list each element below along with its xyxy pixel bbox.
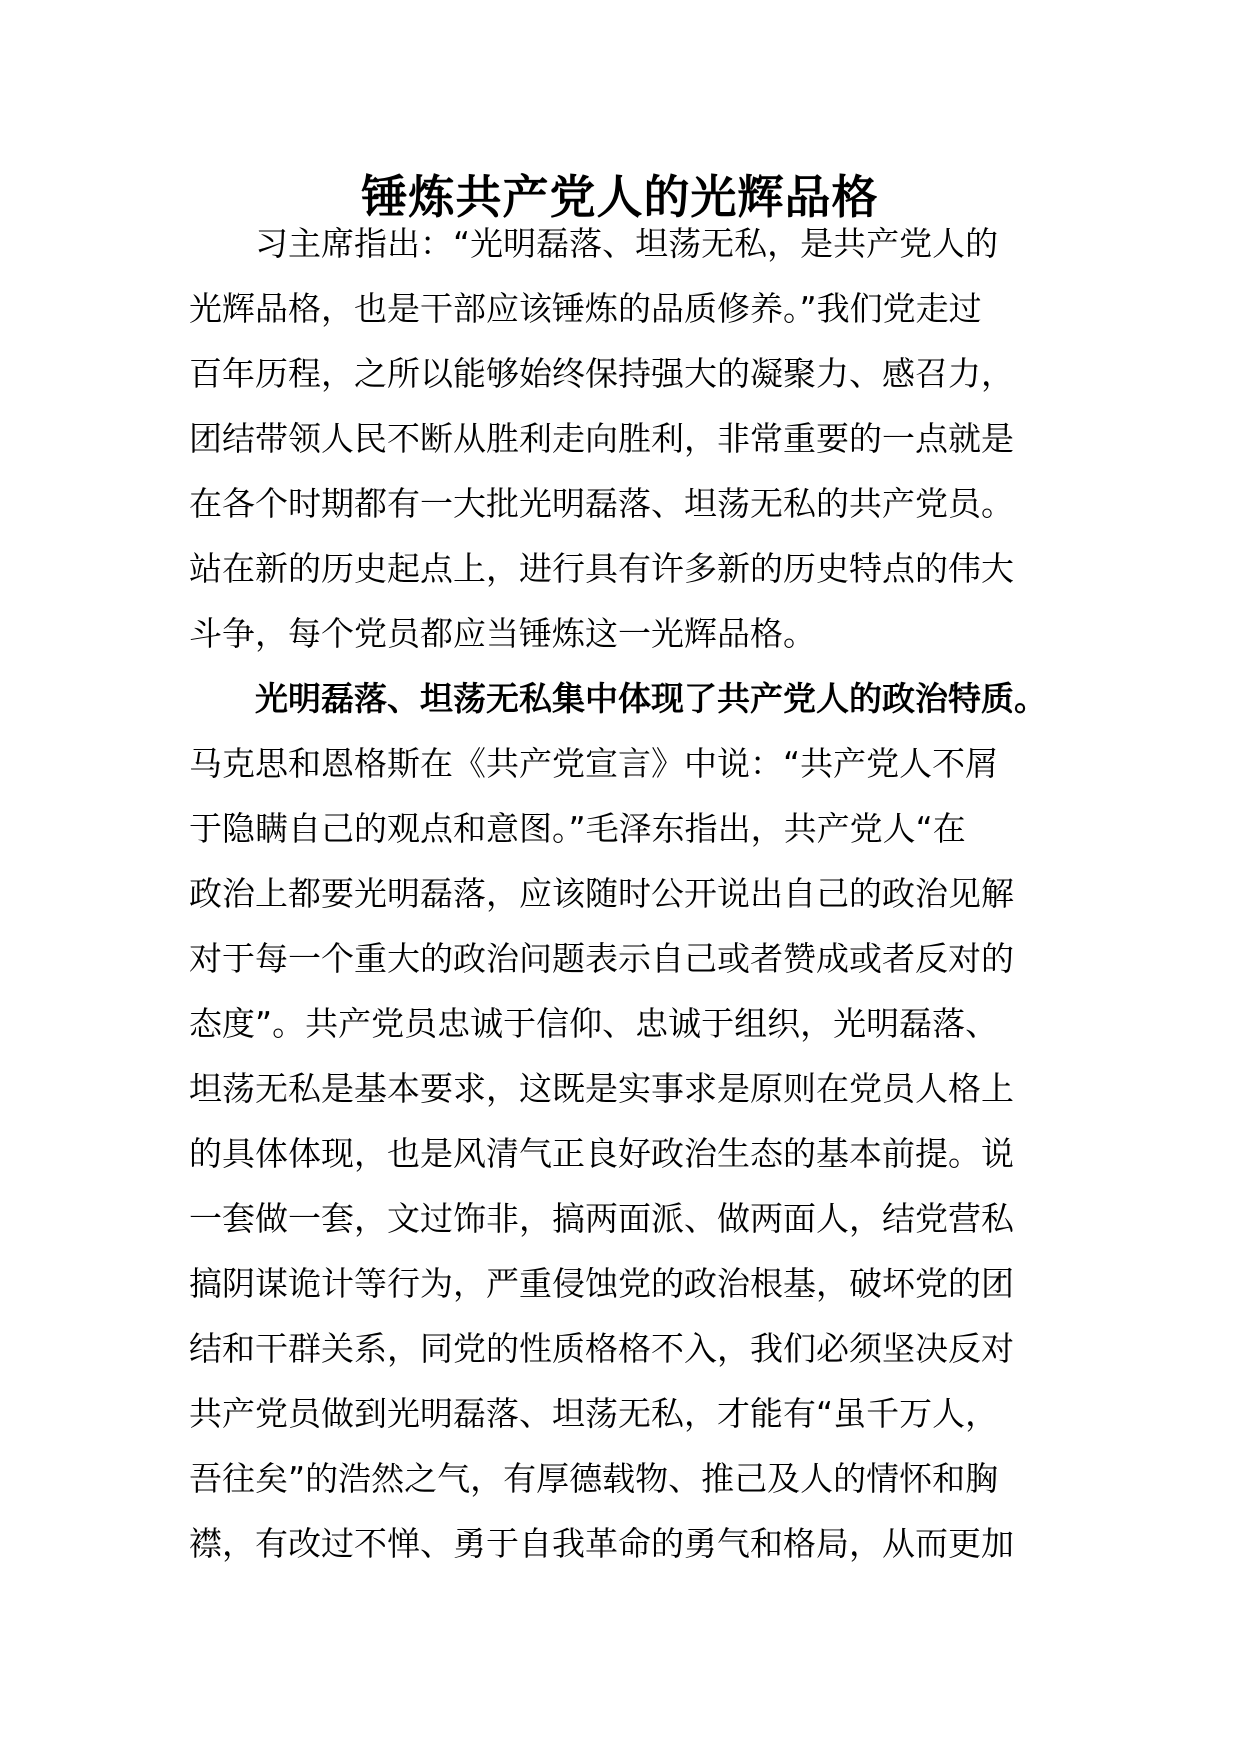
paragraph-line: 于隐瞒自己的观点和意图。”毛泽东指出，共产党人“在: [189, 809, 966, 848]
paragraph-line: 襟，有改过不惮、勇于自我革命的勇气和格局，从而更加: [189, 1524, 1014, 1563]
paragraph-line: 结和干群关系，同党的性质格格不入，我们必须坚决反对: [189, 1329, 1014, 1368]
paragraph-1: [189, 211, 1055, 666]
paragraph-line: 坦荡无私是基本要求，这既是实事求是原则在党员人格上: [189, 1069, 1014, 1108]
paragraph-line: 站在新的历史起点上，进行具有许多新的历史特点的伟大: [189, 549, 1014, 588]
paragraph-line: 斗争，每个党员都应当锤炼这一光辉品格。: [189, 614, 816, 653]
paragraph-line: 光辉品格，也是干部应该锤炼的品质修养。”我们党走过: [189, 289, 982, 328]
paragraph-line: 的具体体现，也是风清气正良好政治生态的基本前提。说: [189, 1134, 1014, 1173]
paragraph-line: 百年历程，之所以能够始终保持强大的凝聚力、感召力，: [189, 354, 1014, 393]
paragraph-line: 共产党员做到光明磊落、坦荡无私，才能有“虽千万人，: [189, 1394, 999, 1433]
paragraph-2: [189, 666, 1055, 1576]
paragraph-lead-sentence: 光明磊落、坦荡无私集中体现了共产党人的政治特质。: [255, 679, 1047, 718]
document-title: 锤炼共产党人的光辉品格: [361, 170, 879, 224]
paragraph-line: 对于每一个重大的政治问题表示自己或者赞成或者反对的: [189, 939, 1014, 978]
paragraph-line: 马克思和恩格斯在《共产党宣言》中说：“共产党人不屑: [189, 744, 999, 783]
paragraph-line: 在各个时期都有一大批光明磊落、坦荡无私的共产党员。: [189, 484, 1014, 523]
paragraph-line: 团结带领人民不断从胜利走向胜利，非常重要的一点就是: [189, 419, 1014, 458]
paragraph-line: 一套做一套，文过饰非，搞两面派、做两面人，结党营私: [189, 1199, 1014, 1238]
paragraph-line: 政治上都要光明磊落，应该随时公开说出自己的政治见解: [189, 874, 1014, 913]
paragraph-line: 习主席指出：“光明磊落、坦荡无私，是共产党人的: [255, 224, 999, 263]
document-body: [189, 211, 1055, 1576]
paragraph-line: 搞阴谋诡计等行为，严重侵蚀党的政治根基，破坏党的团: [189, 1264, 1014, 1303]
paragraph-line: 吾往矣”的浩然之气，有厚德载物、推己及人的情怀和胸: [189, 1459, 999, 1498]
paragraph-line: 态度”。共产党员忠诚于信仰、忠诚于组织，光明磊落、: [189, 1004, 999, 1043]
